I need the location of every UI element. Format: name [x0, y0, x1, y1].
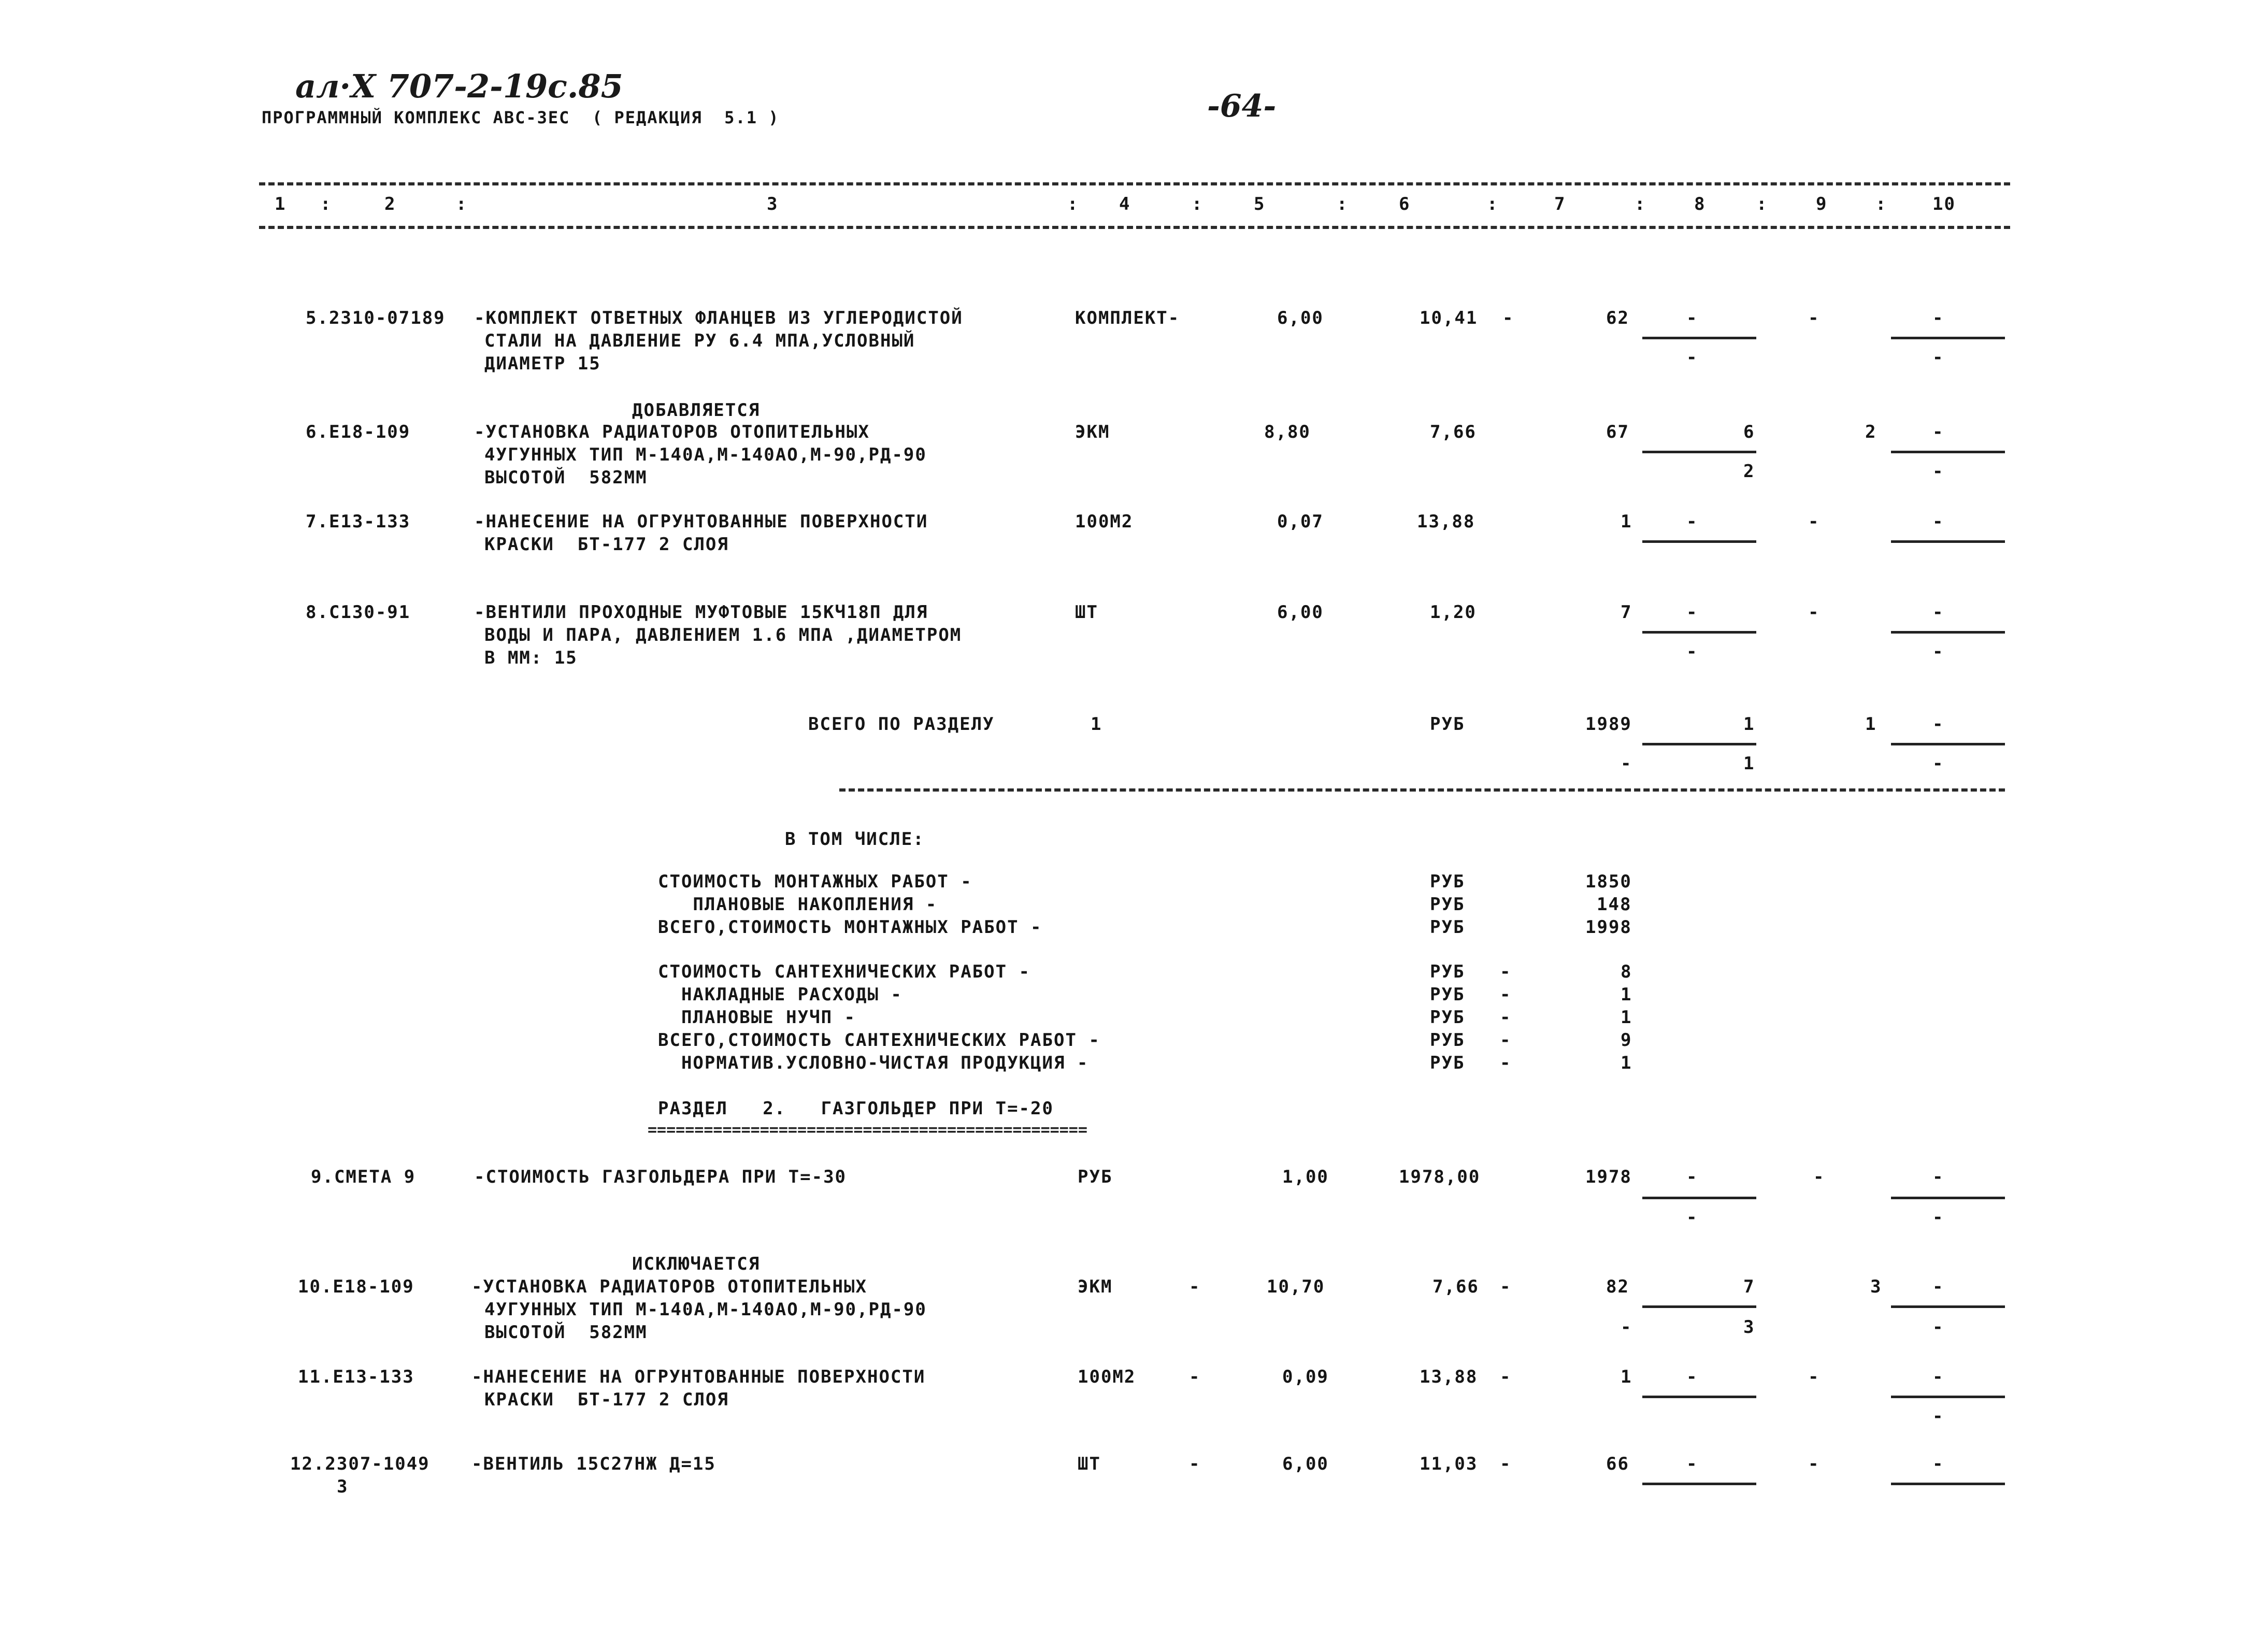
program-header: ПРОГРАММНЫЙ КОМПЛЕКС АВС-3ЕС ( РЕДАКЦИЯ 5.1 ) [262, 108, 780, 127]
row-col10-top: - [1932, 511, 1944, 532]
row-description-line: ВЫСОТОЙ 582ММ [484, 1322, 648, 1343]
row-unit-price: 13,88 [1420, 1367, 1478, 1387]
including-row-value: 1850 [1585, 871, 1632, 892]
row-col10-bottom: - [1932, 1207, 1944, 1228]
including-row-value: 1 [1621, 1053, 1632, 1073]
row-col8-top: - [1686, 1454, 1698, 1474]
including-row-value: 8 [1621, 961, 1632, 982]
row-col9: 2 [1865, 422, 1877, 442]
row-description-line: -НАНЕСЕНИЕ НА ОГРУНТОВАННЫЕ ПОВЕРХНОСТИ [471, 1367, 926, 1387]
col-header-3: 3 [767, 194, 779, 214]
row-col8-bottom: - [1686, 1207, 1698, 1228]
row-col10-top: - [1932, 422, 1944, 442]
row-price-dash: - [1500, 1454, 1512, 1474]
row-description-line: 4УГУННЫХ ТИП М-140А,М-140АО,М-90,РД-90 [484, 444, 927, 465]
section-total-count: 1 [1091, 714, 1102, 735]
section-total-label: ВСЕГО ПО РАЗДЕЛУ [808, 714, 995, 735]
row-description-line: КРАСКИ БТ-177 2 СЛОЯ [484, 1389, 729, 1410]
row-col4: - [1189, 1367, 1201, 1387]
row-quantity: 6,00 [1277, 602, 1324, 623]
section-total-unit: РУБ [1430, 714, 1465, 735]
row-quantity: 0,09 [1282, 1367, 1329, 1387]
row-unit-price: 13,88 [1417, 511, 1475, 532]
row-col10-bottom: - [1932, 1317, 1944, 1338]
row-unit: ЭКМ [1078, 1276, 1113, 1297]
including-row-unit: РУБ [1430, 871, 1465, 892]
row-quantity: 1,00 [1282, 1167, 1329, 1187]
row-unit-price: 1,20 [1430, 602, 1477, 623]
section-total-col10-bottom: - [1932, 753, 1944, 774]
section-total-col9: 1 [1865, 714, 1877, 735]
including-row-label: СТОИМОСТЬ МОНТАЖНЫХ РАБОТ - [658, 871, 972, 892]
including-row-value: 9 [1621, 1030, 1632, 1051]
row-unit-price: 11,03 [1420, 1454, 1478, 1474]
including-row-value: 1 [1621, 984, 1632, 1005]
row-col8-top: - [1686, 602, 1698, 623]
col-header-5: 5 [1254, 194, 1266, 214]
row-quantity: 6,00 [1277, 308, 1324, 328]
row-col8-bottom: 3 [1743, 1317, 1755, 1338]
row-description-line: -ВЕНТИЛИ ПРОХОДНЫЕ МУФТОВЫЕ 15КЧ18П ДЛЯ [474, 602, 928, 623]
row-col10-bottom: - [1932, 1406, 1944, 1427]
including-row-unit: РУБ [1430, 894, 1465, 915]
row-code: 6.Е18-109 [306, 422, 411, 442]
col-header-8: 8 [1694, 194, 1706, 214]
row-description-line: ВОДЫ И ПАРА, ДАВЛЕНИЕМ 1.6 МПА ,ДИАМЕТРОМ [484, 625, 962, 645]
row-description-line: -УСТАНОВКА РАДИАТОРОВ ОТОПИТЕЛЬНЫХ [471, 1276, 867, 1297]
row-col9: - [1808, 1454, 1820, 1474]
row-unit-price: 7,66 [1432, 1276, 1479, 1297]
row-total: 67 [1606, 422, 1629, 442]
header-rule-bottom [259, 226, 2010, 229]
section-2-title: РАЗДЕЛ 2. ГАЗГОЛЬДЕР ПРИ Т=-20 [658, 1098, 1054, 1119]
row-total: 1 [1621, 511, 1632, 532]
row-col9: 3 [1870, 1276, 1882, 1297]
row-note: ИСКЛЮЧАЕТСЯ [632, 1254, 761, 1274]
row-code: 10.Е18-109 [298, 1276, 414, 1297]
including-row-dash: - [1500, 961, 1512, 982]
row-code: 11.Е13-133 [298, 1367, 414, 1387]
including-row-label: НОРМАТИВ.УСЛОВНО-ЧИСТАЯ ПРОДУКЦИЯ - [658, 1053, 1089, 1073]
row-unit-price: 10,41 [1420, 308, 1478, 328]
row-col9: - [1808, 1367, 1820, 1387]
row-description-line: ВЫСОТОЙ 582ММ [484, 467, 648, 488]
col-header-10: 10 [1932, 194, 1956, 214]
row-col10-top: - [1932, 308, 1944, 328]
row-total: 1 [1621, 1367, 1632, 1387]
including-row-value: 1998 [1585, 917, 1632, 938]
section-total-col7-bottom: - [1621, 753, 1632, 774]
row-col10-bottom: - [1932, 641, 1944, 662]
row-description-line: В ММ: 15 [484, 648, 578, 668]
row-col9: - [1808, 511, 1820, 532]
header-rule-top [259, 182, 2010, 185]
including-row-dash: - [1500, 1007, 1512, 1028]
row-total: 62 [1606, 308, 1629, 328]
row-col8-bottom: - [1686, 641, 1698, 662]
section-2-underline: =============================================== [648, 1121, 1087, 1139]
including-row-unit: РУБ [1430, 1007, 1465, 1028]
row-note: ДОБАВЛЯЕТСЯ [632, 400, 761, 421]
row-unit-price: 7,66 [1430, 422, 1477, 442]
row-unit: РУБ [1078, 1167, 1113, 1187]
section-total-col10-top: - [1932, 714, 1944, 735]
row-total: 66 [1606, 1454, 1629, 1474]
row-total: 7 [1621, 602, 1632, 623]
row-col8-top: - [1686, 1367, 1698, 1387]
including-row-unit: РУБ [1430, 1053, 1465, 1073]
including-row-unit: РУБ [1430, 917, 1465, 938]
row-code: 7.Е13-133 [306, 511, 411, 532]
document-page: ал·Х 707-2-19с.85 ПРОГРАММНЫЙ КОМПЛЕКС АВС-3ЕС ( РЕДАКЦИЯ 5.1 ) -64- 1 2 3 4 5 6 7 8 9 10 : : : : : : : : : 5.2310-07189 -КОМПЛЕКТ ОТВЕТНЫХ ФЛАНЦЕВ ИЗ УГЛЕРОДИСТОЙ СТАЛИ НА ДАВЛЕНИЕ РУ 6.4 МПА,УСЛОВНЫЙ ДИАМЕТР 15 КОМПЛЕКТ- 6,00 10,41 - 62 - - - - - ДОБАВЛЯЕТСЯ 6.Е18-109 -УСТАНОВКА РАДИАТОРОВ ОТОПИТЕЛЬНЫХ 4УГУННЫХ ТИП М-140А,М-140АО,М-90,РД-90 ВЫСОТОЙ 582ММ ЭКМ 8,80 7,66 67 6 2 2 - - 7.Е13-133 -НАНЕСЕНИЕ НА ОГРУНТОВАННЫЕ ПОВЕРХНОСТИ КРАСКИ БТ-177 2 СЛОЯ 100М2 0,07 13,88 1 - - - 8.С130-91 -ВЕНТИЛИ ПРОХОДНЫЕ МУФТОВЫЕ 15КЧ18П ДЛЯ ВОДЫ И ПАРА, ДАВЛЕНИЕМ 1.6 МПА ,ДИАМЕТРОМ В ММ: 15 ШТ 6,00 1,20 7 - - - - - ВСЕГО ПО РАЗДЕЛУ 1 РУБ 1989 - 1 1 1 - - В ТОМ ЧИСЛЕ: СТОИМОСТЬ МОНТАЖНЫХ РАБОТ - РУБ 1850 ПЛАНОВЫЕ НАКОПЛЕНИЯ - РУБ 148 ВСЕГО,СТОИМОСТЬ МОНТАЖНЫХ РАБОТ - РУБ 1998 СТОИМОСТЬ САНТЕХНИЧЕСКИХ РАБОТ - РУБ - 8 НАКЛАДНЫЕ РАСХОДЫ - РУБ - 1 ПЛАНОВЫЕ НУЧП - РУБ - 1 ВСЕГО,СТОИМОСТЬ САНТЕХНИЧЕСКИХ РАБОТ - РУБ - 9 НОРМАТИВ.УСЛОВНО-ЧИСТАЯ ПРОДУКЦИЯ - РУБ - 1 РАЗДЕЛ 2. ГАЗГОЛЬДЕР ПРИ Т=-20 =============================================== 9.СМЕТА 9 -СТОИМОСТЬ ГАЗГОЛЬДЕРА ПРИ Т=-30 РУБ 1,00 1978,00 1978 - - - - - ИСКЛЮЧАЕТСЯ 10.Е18-109 -УСТАНОВКА РАДИАТОРОВ ОТОПИТЕЛЬНЫХ 4УГУННЫХ ТИП М-140А,М-140АО,М-90,РД-90 ВЫСОТОЙ 582ММ ЭКМ - 10,70 7,66 - 82 - 7 3 3 - - 11.Е13-133 -НАНЕСЕНИЕ НА ОГРУНТОВАННЫЕ ПОВЕРХНОСТИ КРАСКИ БТ-177 2 СЛОЯ 100М2 - 0,09 13,88 - 1 - - - - 12.2307-1049 3 -ВЕНТИЛЬ 15С27НЖ Д=15 ШТ - 6,00 11,03 - 66 - - - [0, 0, 2264, 1652]
row-col8-top: 7 [1743, 1276, 1755, 1297]
row-description-line: ДИАМЕТР 15 [484, 353, 601, 374]
row-code: 9.СМЕТА 9 [311, 1167, 416, 1187]
row-price-dash: - [1500, 1276, 1512, 1297]
row-col8-top: 6 [1743, 422, 1755, 442]
col-header-4: 4 [1119, 194, 1131, 214]
including-row-label: ПЛАНОВЫЕ НУЧП - [658, 1007, 856, 1028]
including-row-label: СТОИМОСТЬ САНТЕХНИЧЕСКИХ РАБОТ - [658, 961, 1031, 982]
including-row-unit: РУБ [1430, 961, 1465, 982]
col-header-6: 6 [1399, 194, 1411, 214]
row-description-line: СТАЛИ НА ДАВЛЕНИЕ РУ 6.4 МПА,УСЛОВНЫЙ [484, 331, 915, 351]
row-col8-bottom: 2 [1743, 461, 1755, 482]
including-row-label: ПЛАНОВЫЕ НАКОПЛЕНИЯ - [658, 894, 938, 915]
section-total-col8-top: 1 [1743, 714, 1755, 735]
row-unit: ШТ [1075, 602, 1098, 623]
row-description-line: -НАНЕСЕНИЕ НА ОГРУНТОВАННЫЕ ПОВЕРХНОСТИ [474, 511, 928, 532]
row-col9: - [1808, 602, 1820, 623]
including-row-dash: - [1500, 984, 1512, 1005]
row-col9: - [1813, 1167, 1825, 1187]
row-quantity: 6,00 [1282, 1454, 1329, 1474]
col-header-7: 7 [1554, 194, 1566, 214]
row-quantity: 0,07 [1277, 511, 1324, 532]
row-col10-bottom: - [1932, 347, 1944, 368]
including-row-label: ВСЕГО,СТОИМОСТЬ САНТЕХНИЧЕСКИХ РАБОТ - [658, 1030, 1100, 1051]
row-unit: 100М2 [1078, 1367, 1136, 1387]
row-price-dash: - [1502, 308, 1514, 328]
including-row-label: ВСЕГО,СТОИМОСТЬ МОНТАЖНЫХ РАБОТ - [658, 917, 1042, 938]
section-total-col8-bottom: 1 [1743, 753, 1755, 774]
row-quantity: 8,80 [1264, 422, 1311, 442]
row-col10-top: - [1932, 1276, 1944, 1297]
row-description-line: -ВЕНТИЛЬ 15С27НЖ Д=15 [471, 1454, 716, 1474]
row-description-line: -СТОИМОСТЬ ГАЗГОЛЬДЕРА ПРИ Т=-30 [474, 1167, 847, 1187]
row-quantity: 10,70 [1267, 1276, 1325, 1297]
row-description-line: -КОМПЛЕКТ ОТВЕТНЫХ ФЛАНЦЕВ ИЗ УГЛЕРОДИСТОЙ [474, 308, 963, 328]
row-col7-bottom: - [1621, 1317, 1632, 1338]
row-total: 1978 [1585, 1167, 1632, 1187]
section-total-value: 1989 [1585, 714, 1632, 735]
col-header-1: 1 [275, 194, 286, 214]
including-heading: В ТОМ ЧИСЛЕ: [785, 829, 925, 850]
including-row-label: НАКЛАДНЫЕ РАСХОДЫ - [658, 984, 902, 1005]
row-unit: КОМПЛЕКТ- [1075, 308, 1180, 328]
row-col10-top: - [1932, 1367, 1944, 1387]
row-unit-price: 1978,00 [1399, 1167, 1481, 1187]
row-col9: - [1808, 308, 1820, 328]
row-unit: ШТ [1078, 1454, 1101, 1474]
including-row-unit: РУБ [1430, 1030, 1465, 1051]
row-code: 12.2307-1049 [290, 1454, 430, 1474]
row-col10-top: - [1932, 602, 1944, 623]
including-row-value: 1 [1621, 1007, 1632, 1028]
row-col4: - [1189, 1454, 1201, 1474]
row-description-line: -УСТАНОВКА РАДИАТОРОВ ОТОПИТЕЛЬНЫХ [474, 422, 870, 442]
including-row-value: 148 [1597, 894, 1632, 915]
row-col8-bottom: - [1686, 347, 1698, 368]
row-unit: ЭКМ [1075, 422, 1110, 442]
section-total-rule [839, 788, 2005, 792]
row-price-dash: - [1500, 1367, 1512, 1387]
row-col8-top: - [1686, 308, 1698, 328]
row-col4: - [1189, 1276, 1201, 1297]
including-row-dash: - [1500, 1030, 1512, 1051]
row-col10-top: - [1932, 1454, 1944, 1474]
including-row-unit: РУБ [1430, 984, 1465, 1005]
row-code: 5.2310-07189 [306, 308, 446, 328]
page-number: -64- [1207, 88, 1277, 124]
row-col10-top: - [1932, 1167, 1944, 1187]
row-total: 82 [1606, 1276, 1629, 1297]
col-header-9: 9 [1816, 194, 1828, 214]
including-row-dash: - [1500, 1053, 1512, 1073]
row-code-suffix: 3 [337, 1476, 349, 1497]
row-description-line: 4УГУННЫХ ТИП М-140А,М-140АО,М-90,РД-90 [484, 1299, 927, 1320]
handwritten-reference: ал·Х 707-2-19с.85 [295, 67, 623, 105]
row-code: 8.С130-91 [306, 602, 411, 623]
col-header-2: 2 [384, 194, 396, 214]
row-description-line: КРАСКИ БТ-177 2 СЛОЯ [484, 534, 729, 555]
row-col8-top: - [1686, 511, 1698, 532]
row-unit: 100М2 [1075, 511, 1134, 532]
row-col8-top: - [1686, 1167, 1698, 1187]
row-col10-bottom: - [1932, 461, 1944, 482]
